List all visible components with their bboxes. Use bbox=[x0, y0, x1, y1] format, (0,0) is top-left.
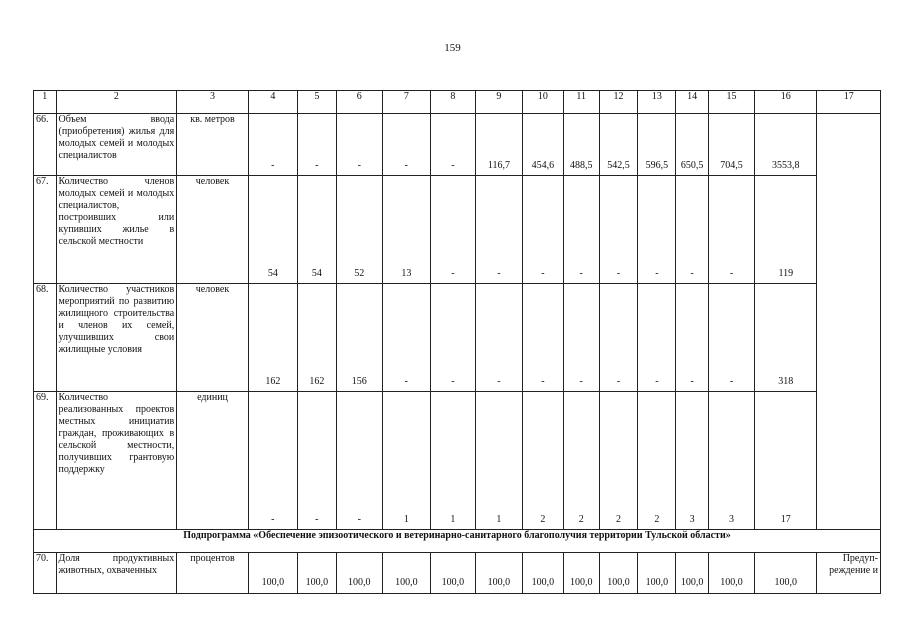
value-cell: 100,0 bbox=[638, 553, 676, 594]
value-cell: - bbox=[475, 284, 522, 392]
value-cell: - bbox=[382, 114, 430, 176]
value-cell: - bbox=[248, 392, 297, 530]
value-cell: 52 bbox=[336, 176, 382, 284]
value-cell: 100,0 bbox=[297, 553, 336, 594]
value-cell: - bbox=[599, 284, 638, 392]
value-cell: - bbox=[709, 284, 755, 392]
value-cell: - bbox=[563, 284, 599, 392]
indicator-name: Доля продуктивных животных, охваченных bbox=[56, 553, 177, 594]
column-header-1: 1 bbox=[34, 91, 57, 114]
unit: процентов bbox=[177, 553, 249, 594]
column-17-cell bbox=[817, 114, 881, 176]
column-header-6: 6 bbox=[336, 91, 382, 114]
value-cell: 162 bbox=[297, 284, 336, 392]
value-cell: - bbox=[297, 392, 336, 530]
value-cell: 3 bbox=[676, 392, 709, 530]
value-cell: - bbox=[638, 284, 676, 392]
value-cell: 3 bbox=[709, 392, 755, 530]
value-cell: - bbox=[709, 176, 755, 284]
value-cell: 100,0 bbox=[248, 553, 297, 594]
value-cell: 100,0 bbox=[430, 553, 475, 594]
column-header-15: 15 bbox=[709, 91, 755, 114]
value-cell: 17 bbox=[755, 392, 817, 530]
value-cell: - bbox=[563, 176, 599, 284]
page-number: 159 bbox=[444, 42, 461, 54]
unit: человек bbox=[177, 284, 249, 392]
value-cell: 318 bbox=[755, 284, 817, 392]
value-cell: - bbox=[676, 176, 709, 284]
subprogram-row bbox=[34, 530, 881, 553]
column-17-cell bbox=[817, 284, 881, 392]
value-cell: 100,0 bbox=[563, 553, 599, 594]
value-cell: - bbox=[297, 114, 336, 176]
value-cell: 2 bbox=[522, 392, 563, 530]
value-cell: - bbox=[638, 176, 676, 284]
value-cell: 54 bbox=[248, 176, 297, 284]
value-cell: 162 bbox=[248, 284, 297, 392]
column-header-4: 4 bbox=[248, 91, 297, 114]
value-cell: - bbox=[676, 284, 709, 392]
value-cell: - bbox=[430, 176, 475, 284]
column-header-14: 14 bbox=[676, 91, 709, 114]
column-17-cell: Предуп-реждение и bbox=[817, 553, 881, 594]
value-cell: 100,0 bbox=[382, 553, 430, 594]
column-header-7: 7 bbox=[382, 91, 430, 114]
value-cell: 100,0 bbox=[475, 553, 522, 594]
column-header-13: 13 bbox=[638, 91, 676, 114]
row-number: 67. bbox=[34, 176, 57, 284]
unit: единиц bbox=[177, 392, 249, 530]
value-cell: 596,5 bbox=[638, 114, 676, 176]
row-number: 66. bbox=[34, 114, 57, 176]
unit: человек bbox=[177, 176, 249, 284]
table-row bbox=[34, 553, 881, 594]
value-cell: 704,5 bbox=[709, 114, 755, 176]
column-17-cell bbox=[817, 392, 881, 530]
value-cell: - bbox=[430, 284, 475, 392]
value-cell: 156 bbox=[336, 284, 382, 392]
unit: кв. метров bbox=[177, 114, 249, 176]
value-cell: 542,5 bbox=[599, 114, 638, 176]
row-number: 70. bbox=[34, 553, 57, 594]
column-header-5: 5 bbox=[297, 91, 336, 114]
value-cell: - bbox=[475, 176, 522, 284]
value-cell: 1 bbox=[382, 392, 430, 530]
value-cell: - bbox=[382, 284, 430, 392]
value-cell: 100,0 bbox=[755, 553, 817, 594]
value-cell: - bbox=[430, 114, 475, 176]
value-cell: 1 bbox=[475, 392, 522, 530]
value-cell: - bbox=[336, 114, 382, 176]
value-cell: - bbox=[522, 176, 563, 284]
indicator-name: Количество участников мероприятий по развитию жилищного строительства и членов их семей, улучшивших свои жилищные условия bbox=[56, 284, 177, 392]
column-header-3: 3 bbox=[177, 91, 249, 114]
value-cell: 2 bbox=[599, 392, 638, 530]
column-17-cell bbox=[817, 176, 881, 284]
value-cell: 650,5 bbox=[676, 114, 709, 176]
value-cell: 100,0 bbox=[676, 553, 709, 594]
column-header-9: 9 bbox=[475, 91, 522, 114]
value-cell: 1 bbox=[430, 392, 475, 530]
value-cell: - bbox=[336, 392, 382, 530]
column-header-2: 2 bbox=[56, 91, 177, 114]
value-cell: 488,5 bbox=[563, 114, 599, 176]
value-cell: 3553,8 bbox=[755, 114, 817, 176]
value-cell: - bbox=[248, 114, 297, 176]
table-row bbox=[34, 284, 881, 392]
value-cell: 454,6 bbox=[522, 114, 563, 176]
column-header-10: 10 bbox=[522, 91, 563, 114]
column-header-11: 11 bbox=[563, 91, 599, 114]
value-cell: - bbox=[522, 284, 563, 392]
value-cell: 100,0 bbox=[522, 553, 563, 594]
value-cell: 13 bbox=[382, 176, 430, 284]
column-header-8: 8 bbox=[430, 91, 475, 114]
value-cell: 119 bbox=[755, 176, 817, 284]
header-row bbox=[34, 91, 881, 114]
row-number: 69. bbox=[34, 392, 57, 530]
value-cell: 100,0 bbox=[336, 553, 382, 594]
value-cell: - bbox=[599, 176, 638, 284]
value-cell: 100,0 bbox=[709, 553, 755, 594]
column-header-16: 16 bbox=[755, 91, 817, 114]
value-cell: 54 bbox=[297, 176, 336, 284]
value-cell: 2 bbox=[638, 392, 676, 530]
value-cell: 116,7 bbox=[475, 114, 522, 176]
value-cell: 2 bbox=[563, 392, 599, 530]
indicators-table bbox=[33, 90, 881, 594]
indicator-name: Количество членов молодых семей и молодых специалистов, построивших или купивших жилье в сельской местности bbox=[56, 176, 177, 284]
table-row bbox=[34, 392, 881, 530]
table-row bbox=[34, 176, 881, 284]
subprogram-title: Подпрограмма «Обеспечение эпизоотического и ветеринарно-санитарного благополучия территории Тульской области» bbox=[34, 530, 881, 553]
indicator-name: Объем ввода (приобретения) жилья для молодых семей и молодых специалистов bbox=[56, 114, 177, 176]
column-header-17: 17 bbox=[817, 91, 881, 114]
value-cell: 100,0 bbox=[599, 553, 638, 594]
table-row bbox=[34, 114, 881, 176]
row-number: 68. bbox=[34, 284, 57, 392]
indicator-name: Количество реализованных проектов местных инициатив граждан, проживающих в сельской местности, получивших грантовую поддержку bbox=[56, 392, 177, 530]
column-header-12: 12 bbox=[599, 91, 638, 114]
